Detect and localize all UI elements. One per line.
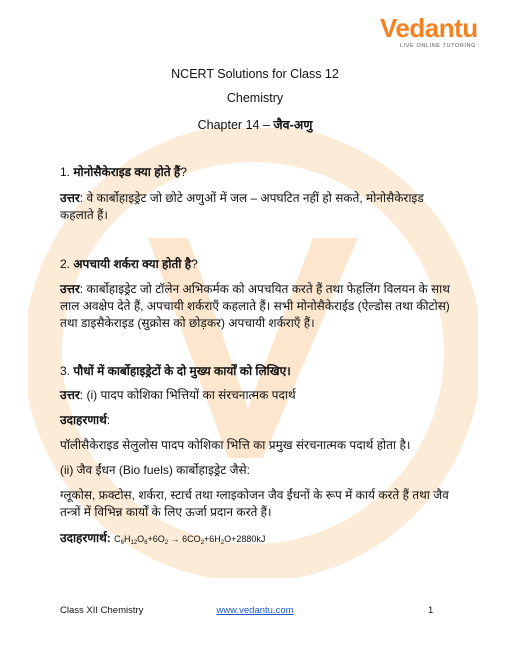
doc-subject: Chemistry: [226, 91, 284, 105]
answer-3: उत्तर: (i) पादप कोशिका भित्तियों का संरचनात्मक पदार्थ: [60, 388, 296, 402]
example-2: उदाहरणार्थ: $C_6H_{12}O_6+6O_2 \to 6CO_2+6H_2O+2880kJ$: [60, 531, 266, 546]
question-3: 3. पौधों में कार्बोहाइड्रेटों के दो मुख्य कार्यों को लिखिए।: [60, 364, 291, 378]
example-text-1: पॉलीसैकेराइड सेलुलोस पादप कोशिका भित्ति का प्रमुख संरचनात्मक पदार्थ होता है।: [60, 438, 411, 452]
question-1: 1. मोनोसैकेराइड क्या होते हैं?: [60, 165, 187, 179]
arrow-icon: →: [170, 534, 180, 544]
logo-tagline: LIVE ONLINE TUTORING: [400, 43, 476, 49]
footer-left: Class XII Chemistry: [60, 605, 144, 616]
logo-text: Vedantu: [380, 13, 478, 43]
footer-link[interactable]: www.vedantu.com: [216, 605, 294, 616]
chapter-prefix: Chapter 14 –: [197, 118, 274, 132]
vedantu-logo: [380, 14, 480, 49]
answer-1: उत्तर: वे कार्बोहाइड्रेट जो छोटे अणुओं में जल – अपघटित नहीं हो सकते, मोनोसैकेराइड कहलाते हैं।: [60, 191, 424, 222]
question-2: 2. अपचायी शर्करा क्या होती है?: [60, 257, 198, 271]
chapter-title: जैव-अणु: [273, 118, 313, 132]
doc-title: NCERT Solutions for Class 12: [171, 67, 339, 81]
doc-chapter: [0, 116, 510, 133]
point-2-text: ग्लूकोस, फ्रक्टोस, शर्करा, स्टार्च तथा ग्लाइकोजन जैव ईंधनों के रूप में कार्य करते हैं तथा जैव तन्त्रों में विभिन्न कार्यों के लिए ऊर्जा प्रदान करते हैं।: [60, 488, 449, 519]
answer-2: उत्तर: कार्बोहाइड्रेट जो टॉलेन अभिकर्मक को अपचयित करते हैं तथा फेहलिंग विलयन के साथ लाल अवक्षेप देते हैं, अपचायी शर्कराएँ कहलाते हैं। सभी मोनोसैकेराईड (ऐल्डोस तथा कीटोस) तथा डाइसैकेराइड (सुक्रोस को छोड़कर) अपचायी शर्कराएँ हैं।: [60, 282, 450, 330]
point-2: (ii) जैव ईंधन (Bio fuels) कार्बोहाइड्रेट जैसे:: [60, 463, 250, 477]
example-label-1: उदाहरणार्थ:: [60, 413, 111, 427]
reaction-equation: $C_6H_{12}O_6+6O_2 \to 6CO_2+6H_2O+2880kJ$: [114, 534, 266, 546]
page-number: 1: [428, 605, 434, 616]
